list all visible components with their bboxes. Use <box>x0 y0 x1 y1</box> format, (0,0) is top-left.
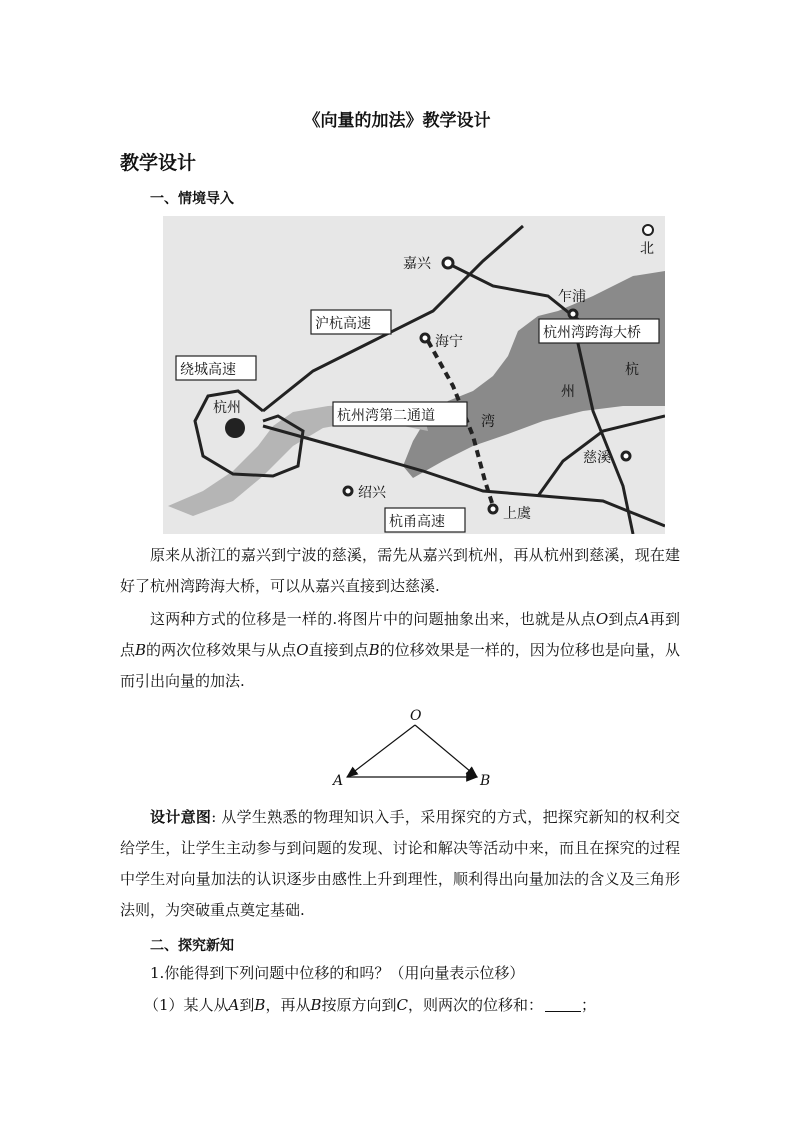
paragraph-intro: 原来从浙江的嘉兴到宁波的慈溪，需先从嘉兴到杭州，再从杭州到慈溪，现在建好了杭州湾跨海大桥，可以从嘉兴直接到达慈溪. <box>120 546 680 595</box>
p2-text-f: 的位移效果是一样的，因为位移也是向量，从而引出向量的加法. <box>120 641 680 690</box>
p2-point-o2: O <box>296 641 309 659</box>
p2-text-a: 这两种方式的位移是一样的.将图片中的问题抽象出来，也就是从点 <box>150 610 596 628</box>
label-bridge: 杭州湾跨海大桥 <box>543 325 641 341</box>
label-huhang: 沪杭高速 <box>315 316 371 332</box>
subheading-intro: 一、情境导入 <box>150 191 234 207</box>
q11-point-c: C <box>396 996 408 1014</box>
label-hangzhou: 杭州 <box>213 400 241 416</box>
q11-point-a: A <box>228 996 240 1014</box>
q11-text-c: ，再从 <box>265 996 311 1014</box>
answer-blank[interactable] <box>545 995 581 1012</box>
p2-text-e: 直接到点 <box>308 641 369 659</box>
city-dot-haining <box>421 334 429 342</box>
q11-point-b2: B <box>310 996 322 1014</box>
p2-text-d: 的两次位移效果与从点 <box>146 641 297 659</box>
p2-point-o: O <box>595 610 609 628</box>
section-heading: 教学设计 <box>120 152 197 174</box>
label-haining: 海宁 <box>435 334 463 350</box>
label-zhapu: 乍浦 <box>558 289 586 305</box>
triangle-label-a: A <box>333 773 344 789</box>
q11-text-e: ，则两次的位移和： <box>407 996 543 1014</box>
label-bay-hang: 杭 <box>625 362 639 378</box>
label-north: 北 <box>640 241 654 257</box>
p2-text-c: 再到点 <box>120 610 680 659</box>
design-intent-text: : 从学生熟悉的物理知识入手，采用探究的方式，把探究新知的权利交给学生，让学生主动参与到问题的发现、讨论和解决等活动中来，而且在探究的过程中学生对向量加法的认识逐步由感性上升到理性，顺利得出向量加法的含义及三角形法则，为突破重点奠定基础. <box>120 808 680 919</box>
page-title: 《向量的加法》教学设计 <box>303 111 491 131</box>
city-dot-jiaxing <box>443 258 453 268</box>
subheading-explore: 二、探究新知 <box>150 938 234 954</box>
question-1: 1.你能得到下列问题中位移的和吗？（用向量表示位移） <box>150 964 525 982</box>
q11-text-d: 按原方向到 <box>321 996 397 1014</box>
label-jiaxing: 嘉兴 <box>403 256 431 272</box>
city-dot-shangyu <box>489 505 497 513</box>
label-shaoxing: 绍兴 <box>358 485 386 501</box>
p2-point-b2: B <box>368 641 380 659</box>
paragraph-abstraction <box>120 604 680 697</box>
p2-point-a: A <box>638 610 650 628</box>
label-second-channel: 杭州湾第二通道 <box>337 408 435 424</box>
north-compass-icon <box>643 225 653 235</box>
q11-text-b: 到 <box>239 996 255 1014</box>
p2-point-b: B <box>135 641 147 659</box>
city-dot-cixi <box>622 452 630 460</box>
q11-text-a: （1）某人从 <box>144 996 229 1014</box>
label-cixi: 慈溪 <box>583 450 611 466</box>
hangzhou-bay-map <box>163 216 665 534</box>
city-dot-shaoxing <box>344 487 352 495</box>
design-intent-label: 设计意图 <box>150 808 212 826</box>
vector-ob <box>415 725 477 777</box>
q11-point-b: B <box>254 996 266 1014</box>
triangle-label-b: B <box>480 773 491 789</box>
city-dot-hangzhou <box>225 418 245 438</box>
q11-text-end: ； <box>581 996 597 1014</box>
question-1-1 <box>144 990 596 1021</box>
label-raocheng: 绕城高速 <box>180 362 236 378</box>
city-dot-zhapu <box>569 310 577 318</box>
triangle-label-o: O <box>410 708 422 724</box>
label-bay-wan: 湾 <box>481 414 495 430</box>
p2-text-b: 到点 <box>608 610 639 628</box>
label-shangyu: 上虞 <box>503 506 531 522</box>
paragraph-design-intent <box>120 802 680 926</box>
label-bay-zhou: 州 <box>561 384 575 400</box>
vector-triangle-diagram <box>325 705 495 795</box>
label-hangyong: 杭甬高速 <box>389 514 445 530</box>
vector-oa <box>347 725 415 777</box>
